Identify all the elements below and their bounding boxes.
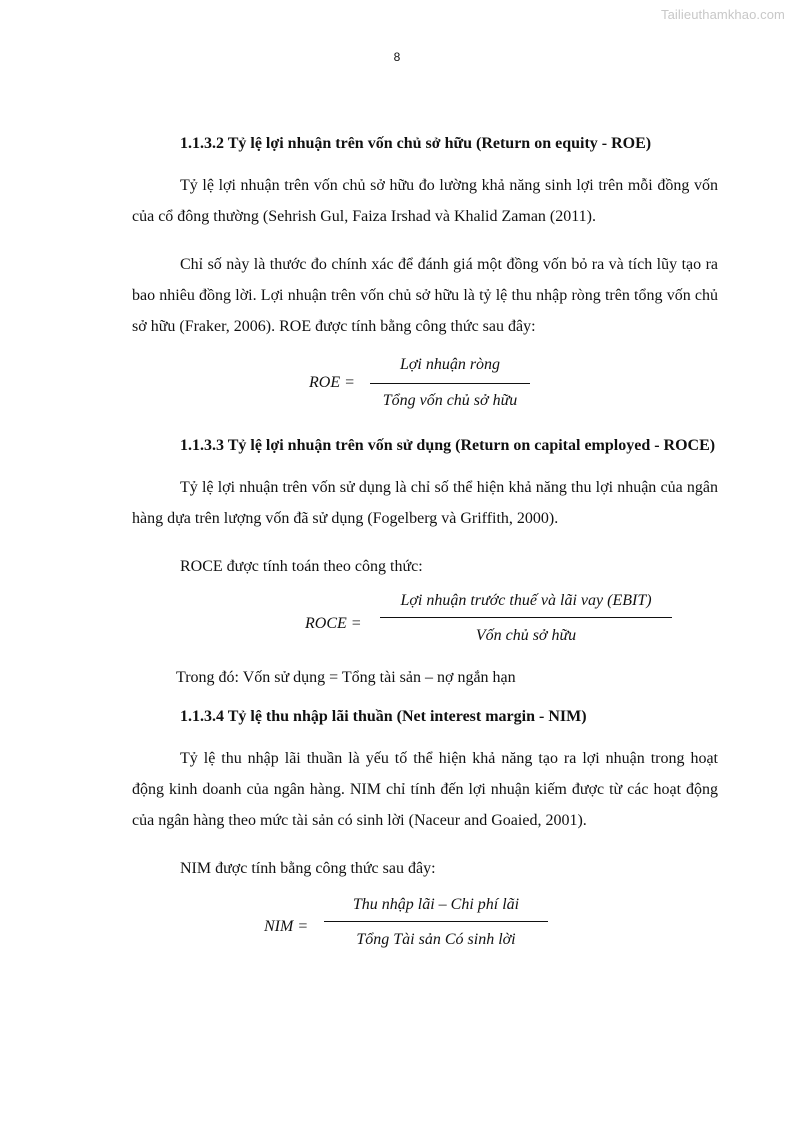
roce-paragraph-1: Tỷ lệ lợi nhuận trên vốn sử dụng là chỉ số thể hiện khả năng thu lợi nhuận của ngân hàng dựa trên lượng vốn đã sử dụng (Fogelberg và Griffith, 2000).	[132, 479, 718, 527]
nim-formula-denominator: Tổng Tài sản Có sinh lời	[356, 931, 516, 948]
roe-formula-lhs: ROE =	[309, 374, 355, 391]
roe-formula-numerator: Lợi nhuận ròng	[399, 356, 501, 373]
document-body	[132, 128, 718, 958]
roe-fraction-bar	[370, 383, 530, 384]
roce-fraction-bar	[380, 617, 672, 618]
page-number: 8	[393, 50, 401, 64]
roe-formula-denominator: Tổng vốn chủ sở hữu	[382, 392, 518, 409]
roce-formula-numerator: Lợi nhuận trước thuế và lãi vay (EBIT)	[400, 592, 652, 609]
roce-formula-denominator: Vốn chủ sở hữu	[475, 627, 577, 644]
nim-formula	[132, 888, 718, 958]
watermark: Tailieuthamkhao.com	[660, 7, 785, 22]
nim-heading: 1.1.3.4 Tỷ lệ thu nhập lãi thuần (Net interest margin - NIM)	[180, 708, 587, 725]
nim-formula-numerator: Thu nhập lãi – Chi phí lãi	[352, 896, 520, 913]
roce-note: Trong đó: Vốn sử dụng = Tổng tài sản – nợ ngắn hạn	[176, 669, 516, 686]
roe-paragraph-1: Tỷ lệ lợi nhuận trên vốn chủ sở hữu đo lường khả năng sinh lợi trên mỗi đồng vốn của cổ đông thường (Sehrish Gul, Faiza Irshad và Khalid Zaman (2011).	[132, 177, 718, 225]
roce-formula-lhs: ROCE =	[305, 615, 362, 632]
roe-paragraph-2: Chỉ số này là thước đo chính xác để đánh giá một đồng vốn bỏ ra và tích lũy tạo ra bao nhiêu đồng lời. Lợi nhuận trên vốn chủ sở hữu là tỷ lệ thu nhập ròng trên tổng vốn chủ sở hữu (Fraker, 2006). ROE được tính bằng công thức sau đây:	[132, 256, 718, 335]
roe-heading: 1.1.3.2 Tỷ lệ lợi nhuận trên vốn chủ sở hữu (Return on equity - ROE)	[180, 135, 652, 152]
roe-formula	[132, 345, 718, 420]
nim-formula-intro: NIM được tính bằng công thức sau đây:	[180, 860, 436, 877]
roce-formula	[132, 586, 718, 656]
nim-formula-lhs: NIM =	[264, 918, 309, 935]
roce-heading: 1.1.3.3 Tỷ lệ lợi nhuận trên vốn sử dụng (Return on capital employed - ROCE)	[180, 437, 716, 454]
roce-formula-intro: ROCE được tính toán theo công thức:	[180, 558, 423, 575]
nim-paragraph-1: Tỷ lệ thu nhập lãi thuần là yếu tố thể hiện khả năng tạo ra lợi nhuận trong hoạt động kinh doanh của ngân hàng. NIM chỉ tính đến lợi nhuận kiếm được từ các hoạt động của ngân hàng theo mức tài sản có sinh lời (Naceur and Goaied, 2001).	[132, 750, 718, 829]
nim-fraction-bar	[324, 921, 548, 922]
